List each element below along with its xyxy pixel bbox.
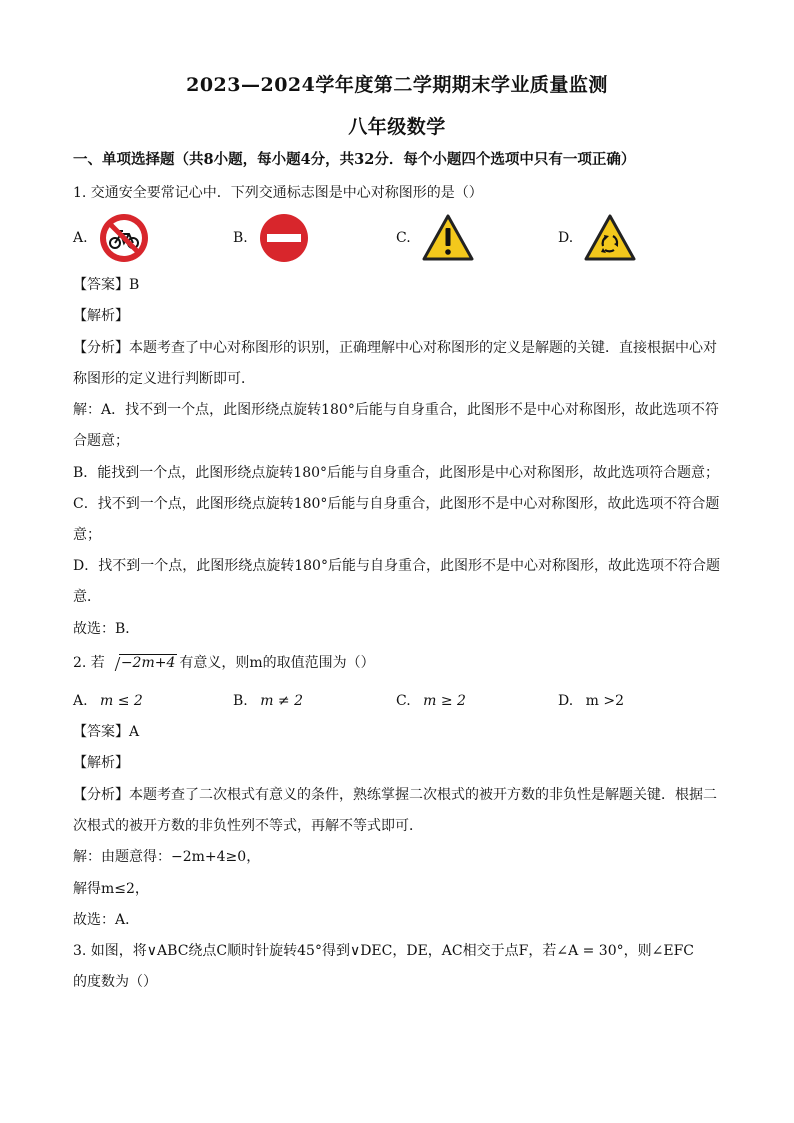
q1-solution-a-line-2: 合题意；: [73, 433, 129, 449]
q3-stem-line-1: 3. 如图，将∨ABC绕点C顺时针旋转45°得到∨DEC，DE，AC相交于点F，若∠A = 30°，则∠EFC: [73, 943, 694, 959]
q2-option-a[interactable]: [73, 691, 143, 711]
q1-solution-d-line-2: 意．: [73, 589, 101, 605]
q3-stem-line-2: 的度数为（）: [73, 974, 157, 990]
option-label: B.: [233, 693, 248, 709]
roundabout-warning-sign-icon: [583, 213, 637, 263]
page-subtitle: 八年级数学: [348, 116, 446, 138]
q1-solution-c-line-1: C．找不到一个点，此图形绕点旋转180°后能与自身重合，此图形不是中心对称图形，故此选项不符合题: [73, 496, 720, 512]
page-title: 2023—2024学年度第二学期期末学业质量监测: [186, 74, 608, 96]
q2-solution-line-2: 解得m≤2，: [73, 881, 149, 897]
q2-jiexi: 【解析】: [73, 755, 129, 771]
q1-choice: 故选：B．: [73, 621, 140, 637]
warning-exclamation-sign-icon: [421, 213, 475, 263]
radicand: −2m+4: [120, 655, 176, 671]
q1-solution-c-line-2: 意；: [73, 527, 101, 543]
q2-solution-line-1: 解：由题意得：−2m+4≥0，: [73, 849, 261, 865]
option-label: A.: [73, 230, 88, 246]
q2-option-c[interactable]: [396, 691, 466, 711]
q2-choice: 故选：A．: [73, 912, 140, 928]
sqrt-expression: [107, 653, 178, 673]
q1-solution-a-line-1: 解：A．找不到一个点，此图形绕点旋转180°后能与自身重合，此图形不是中心对称图形，故此选项不符: [73, 402, 719, 418]
q1-analysis-line-1: 【分析】本题考查了中心对称图形的识别，正确理解中心对称图形的定义是解题的关键．直接根据中心对: [73, 340, 717, 356]
no-entry-sign-icon: [258, 212, 310, 264]
q1-stem: 1. 交通安全要常记心中．下列交通标志图是中心对称图形的是（）: [73, 185, 483, 201]
option-label: D.: [558, 230, 574, 246]
option-label: A.: [73, 693, 88, 709]
option-text: m ≤ 2: [100, 693, 143, 709]
q1-jiexi: 【解析】: [73, 308, 129, 324]
option-text: m ≠ 2: [260, 693, 304, 709]
option-label: B.: [233, 230, 248, 246]
q1-solution-d-line-1: D．找不到一个点，此图形绕点旋转180°后能与自身重合，此图形不是中心对称图形，故此选项不符合题: [73, 558, 720, 574]
option-text: m ≥ 2: [423, 693, 466, 709]
q2-analysis-line-2: 次根式的被开方数的非负性列不等式，再解不等式即可．: [73, 818, 423, 834]
q1-option-c[interactable]: [396, 210, 475, 266]
q1-option-b[interactable]: [233, 210, 310, 266]
option-text: m >2: [585, 693, 625, 709]
q1-option-d[interactable]: [558, 210, 637, 266]
option-label: C.: [396, 693, 411, 709]
q2-stem-suffix: 有意义，则m的取值范围为（）: [179, 655, 375, 671]
q1-analysis-line-2: 称图形的定义进行判断即可．: [73, 371, 255, 387]
q2-stem: [73, 653, 723, 673]
option-label: D.: [558, 693, 574, 709]
q1-solution-b: B．能找到一个点，此图形绕点旋转180°后能与自身重合，此图形是中心对称图形，故此选项符合题意；: [73, 465, 720, 481]
q1-answer: 【答案】B: [73, 277, 140, 293]
q2-stem-prefix: 2. 若: [73, 655, 105, 671]
q2-option-b[interactable]: [233, 691, 303, 711]
q1-option-a[interactable]: [73, 210, 150, 266]
q2-option-d[interactable]: [558, 691, 624, 711]
option-label: C.: [396, 230, 411, 246]
q2-answer: 【答案】A: [73, 724, 140, 740]
q2-analysis-line-1: 【分析】本题考查了二次根式有意义的条件，熟练掌握二次根式的被开方数的非负性是解题关键．根据二: [73, 787, 717, 803]
no-bicycle-sign-icon: [98, 212, 150, 264]
q1-options: [73, 210, 723, 270]
section-heading: 一、单项选择题（共8小题，每小题4分，共32分．每个小题四个选项中只有一项正确）: [73, 151, 636, 168]
